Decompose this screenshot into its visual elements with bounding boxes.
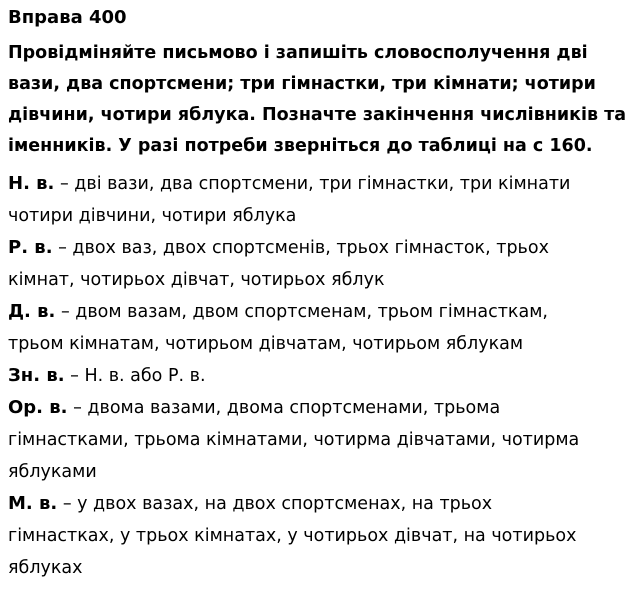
case-line: чотири дівчини, чотири яблука bbox=[8, 206, 297, 226]
case-line: кімнат, чотирьох дівчат, чотирьох яблук bbox=[8, 270, 385, 290]
case-text: – двох ваз, двох спортсменів, трьох гімнасток, трьох bbox=[52, 238, 549, 258]
exercise-title: Вправа 400 bbox=[8, 7, 127, 28]
case-line: гімнастках, у трьох кімнатах, у чотирьох дівчат, на чотирьох bbox=[8, 526, 577, 546]
case-line bbox=[8, 392, 638, 424]
case-dative bbox=[8, 296, 638, 360]
case-text: – Н. в. або Р. в. bbox=[64, 366, 206, 386]
case-abbr: Зн. в. bbox=[8, 365, 65, 386]
task-line: іменників. У разі потреби зверніться до таблиці на с 160. bbox=[8, 136, 593, 156]
case-genitive bbox=[8, 232, 638, 296]
case-locative bbox=[8, 488, 638, 584]
case-abbr: М. в. bbox=[8, 493, 58, 514]
case-line: трьом кімнатам, чотирьом дівчатам, чотирьом яблукам bbox=[8, 334, 524, 354]
case-abbr: Ор. в. bbox=[8, 397, 68, 418]
case-abbr: Д. в. bbox=[8, 301, 56, 322]
case-line bbox=[8, 360, 638, 392]
case-line: гімнастками, трьома кімнатами, чотирма дівчатами, чотирма bbox=[8, 430, 580, 450]
case-text: – у двох вазах, на двох спортсменах, на трьох bbox=[57, 494, 493, 514]
case-text: – двома вазами, двома спортсменами, трьома bbox=[67, 398, 501, 418]
case-abbr: Н. в. bbox=[8, 173, 55, 194]
case-nominative bbox=[8, 168, 638, 232]
case-line: яблуках bbox=[8, 558, 83, 578]
case-line bbox=[8, 488, 638, 520]
case-line bbox=[8, 168, 638, 200]
case-text: – дві вази, два спортсмени, три гімнастки, три кімнати bbox=[54, 174, 571, 194]
case-instrumental bbox=[8, 392, 638, 488]
case-line bbox=[8, 232, 638, 264]
case-line bbox=[8, 296, 638, 328]
task-line: дівчини, чотири яблука. Позначте закінчення числівників та bbox=[8, 105, 627, 125]
case-abbr: Р. в. bbox=[8, 237, 53, 258]
case-accusative bbox=[8, 360, 638, 392]
task-text bbox=[8, 38, 638, 162]
task-line: вази, два спортсмени; три гімнастки, три кімнати; чотири bbox=[8, 74, 596, 94]
task-line: Провідміняйте письмово і запишіть словосполучення дві bbox=[8, 43, 588, 63]
case-line: яблуками bbox=[8, 462, 97, 482]
case-text: – двом вазам, двом спортсменам, трьом гімнасткам, bbox=[55, 302, 548, 322]
